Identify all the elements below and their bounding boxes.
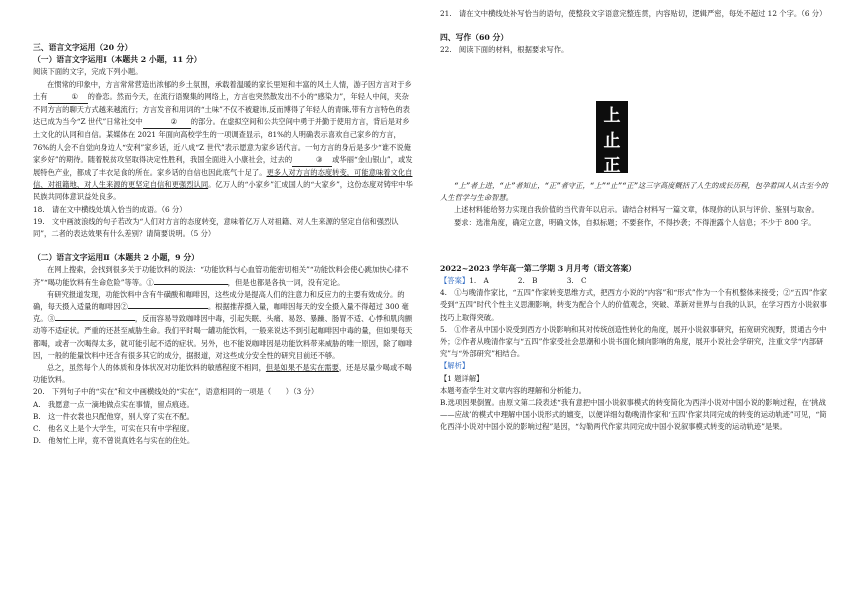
detail-1: 本题考查学生对文章内容的理解和分析能力。 [440, 385, 586, 395]
q20-option-c: C. 他名义上是个大学生，可实在只有中学程度。 [33, 424, 194, 434]
blank-21-1 [154, 284, 228, 285]
right-column-bottom [440, 180, 832, 434]
writing-task: 上述材料能给努力实现自我价值的当代青年以启示。请结合材料写一篇文章，体现你的认识与评价、鉴别与取舍。 [454, 205, 819, 215]
answer-5: 5. ①作者从中国小说受到西方小说影响和其对传统创造性转化的角度，展开小说叙事研究，拓宽研究视野，贯通古今中外；②作者从晚清作家与“五四”作家受社会思潮和小说书面化倾向影响的角度，展开小说社会学研究，注重文学“内部研究”与“外部研究”相结合。 [440, 324, 827, 359]
passage2-para1: 在网上搜索，会找到很多关于功能饮料的说法：“功能饮料与心血管功能密切相关”“功能饮料会使心跳加快心律不齐”“喝功能饮料有生命危险”等等。① ，但是也都是各执一词，没有定论。 [33, 265, 409, 287]
part1-title: （一）语言文字运用Ⅰ（本题共 2 小题，11 分） [33, 55, 202, 65]
blank-3: ③ [292, 154, 332, 167]
passage1: 在惯常的印象中，方言常常营造出浓郁的乡土氛围，承载着温暖的家长里短和丰富的风土人情，游子因方言对于乡土有 ① 的眷恋。然而今天，在流行语聚集的网络上，方言也突然散发出不小的“感染力”，年轻人中间，夹杂不同方言的聊天方式越来越流行；方言发音和用词的“土味”不仅不被避讳,反而博得了年轻人的青睐,带有方言特色的表达已成为当今“Z 世代”日常社交中 ② 的部分。在虚拟空间和公共空间中勇于并勤于使用方言，背后是对乡土文化的认同和自信。某媒体在 2021 年面向高校学生的一项调查显示，81%的人明确表示喜欢自己家乡的方言，76%的人会不自觉向身边人“安利”家乡话，近八成“Z 世代”表示愿意为家乡话代言。一句方言的身后是多少“谁不说俺家乡好”的期待。随着脱贫攻坚取得决定性胜利，我国全面进入小康社会，过去的 ③ 或华丽“金山银山”，或发展特色产业，都成了丰衣足食的所在。家乡话的自信也因此底气十足了。更多人对方言的态度转变，可能意味着文化自信、对祖籍地、对人生来源的更坚定自信和更强烈认同。亿万人的“小家乡”汇成国人的“大家乡”，这份态度对铸牢中华民族共同体意识益处良多。 [33, 79, 413, 202]
q20-option-b: B. 这一件衣裳也只配他穿，别人穿了实在不配。 [33, 411, 194, 421]
calligraphy-char-3: 正 [603, 156, 621, 176]
detail-2: B.选项因果倒置。由原文第二段表述“我有意把中国小说叙事模式的转变简化为西洋小说对中国小说的影响过程，在‘挑战——应战’的模式中理解中国小说形式的嬗变，以便详细勾勒晚清作家和‘五四’作家共同完成的转变的运动轨迹”可见，“简化西洋小说对中国小说的影响过程”是因，“勾勒两代作家共同完成中国小说叙事模式转变的运动轨迹”是果。 [440, 398, 827, 432]
part1-instruction: 阅读下面的文字，完成下列小题。 [33, 67, 143, 77]
blank-2: ② [143, 116, 191, 129]
calligraphy-char-1: 上 [603, 106, 621, 126]
calligraphy-char-2: 止 [603, 131, 621, 151]
wavy-underlined-sentence: 更多人对方言的态度转变，可能意味着文化自信、对祖籍地、对人生来源的更坚定自信和更强烈认同 [33, 168, 413, 190]
q20-option-a: A. 我愿意一点一滴地做点实在事情，留点痕迹。 [33, 399, 194, 409]
part2-title: （二）语言文字运用Ⅱ（本题共 2 小题，9 分） [33, 253, 199, 263]
calligraphy-image [596, 101, 628, 176]
blank-21-3 [55, 320, 135, 321]
q20-option-d: D. 他匆忙上岸，竟不曾说真姓名与实在的住处。 [33, 436, 195, 446]
answer-label: 【答案】 [440, 276, 470, 286]
writing-material: “上”者上进，“止”者知止，“正”者守正，“上”“止”“正”这三字高度概括了人生的成长历程，包孕着国人从古至今的人生哲学与生命智慧。 [440, 181, 828, 203]
right-column-top [440, 8, 832, 57]
blank-21-2 [128, 308, 208, 309]
question-20: 20. 下列句子中的“实在”和文中画横线处的“实在”，语意相同的一项是（ ）（3 分） [33, 387, 319, 397]
section3-title: 三、语言文字运用（20 分） [33, 43, 133, 52]
passage2-para3: 总之，虽然每个人的体质和身体状况对功能饮料的敏感程度不相同，但是如果不是实在需要，还是尽量少喝或不喝功能饮料。 [33, 363, 412, 385]
blank-1: ① [48, 91, 88, 104]
answer-title: 2022~2023 学年高一第二学期 3 月月考（语文答案） [440, 263, 637, 273]
question-19: 19. 文中画波浪线的句子若改为“人们对方言的态度转变，意味着亿万人对祖籍、对人生来源的坚定自信和强烈认同”，二者的表达效果有什么差别？请简要说明。（5 分） [33, 216, 399, 239]
underlined-phrase: 但是如果不是实在需要 [265, 363, 339, 373]
answer-4: 4. ①与晚清作家比，“五四”作家转变思维方式，把西方小说的“内容”和“形式”作为一个有机整体来接受；②“五四”作家受到“五四”时代个性主义思潮影响，转变为配合个人的价值观念，突破、革新对世界与自我的认识，在学习西方小说叙事技巧上取得突破。 [440, 288, 828, 322]
section4-title: 四、写作（60 分） [440, 33, 509, 43]
question-18: 18. 请在文中横线处填入恰当的成语。（6 分） [33, 204, 187, 214]
left-column [33, 42, 416, 448]
detail-label: 【1 题详解】 [440, 373, 484, 383]
question-21: 21. 请在文中横线处补写恰当的语句，使整段文字语意完整连贯，内容贴切，逻辑严密，每处不超过 12 个字。（6 分） [440, 9, 827, 18]
passage2-para2: 有研究报道发现，功能饮料中含有牛磺酸和咖啡因，这些成分是提高人们的注意力和反应力的主要有效成分。的确，每天摄入适量的咖啡因② 。根据推荐摄入量，咖啡因每天的安全摄入量不得超过 300 毫克。③ ，反而容易导致咖啡因中毒，引起失眠、头痛、易怒、暴躁、肠胃不适、心悸和肌肉颤动等不适症状。严重的还甚至威胁生命。我们平时喝一罐功能饮料，一般来说达不到引起咖啡因中毒的量，但如果每天都喝，或者一次喝得太多，就可能引起不适的症状。另外，也不能说咖啡因是功能饮料带来威胁的唯一原因，除了咖啡因，一般的能量饮料中还含有很多其它的成分，据报道，对这些成分安全性的研究目前还不够。 [33, 289, 413, 360]
writing-requirements: 要求：选准角度，确定立意，明确文体，自拟标题；不要套作，不得抄袭；不得泄露个人信息；不少于 800 字。 [454, 217, 816, 227]
question-22: 22. 阅读下面的材料，根据要求写作。 [440, 45, 569, 55]
answer-line: 【答案】1. A 2. B 3. C [440, 276, 587, 286]
analysis-label: 【解析】 [440, 361, 470, 371]
